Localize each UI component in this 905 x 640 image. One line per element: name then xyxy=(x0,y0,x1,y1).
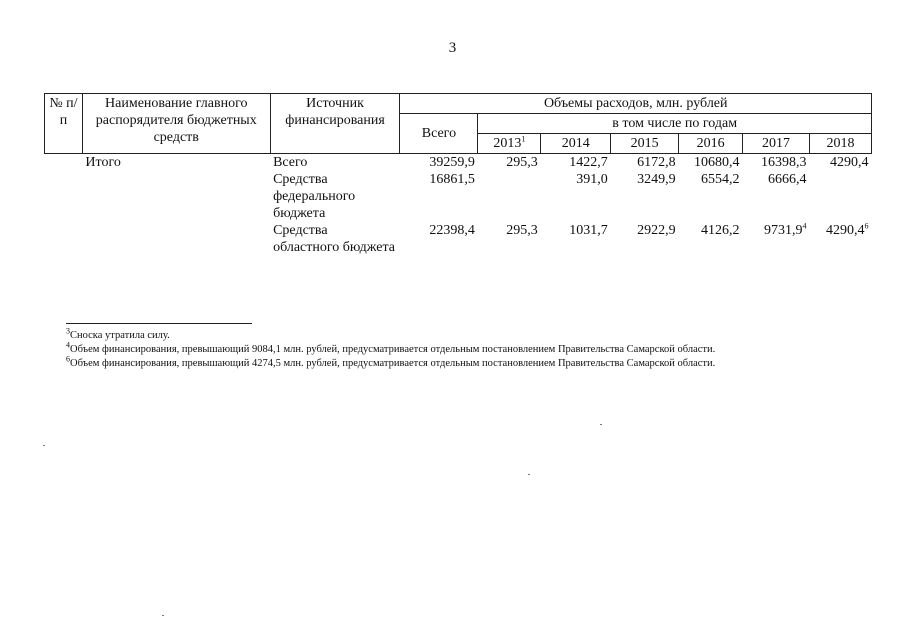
row-total: 16861,5 xyxy=(429,172,475,187)
header-source: Источник финансирования xyxy=(270,94,400,154)
footnote-mark: 6 xyxy=(66,354,70,364)
row-value-2013 xyxy=(478,171,541,222)
row-value-2018: 4290,4 xyxy=(830,155,869,170)
header-year-2016: 2016 xyxy=(679,134,743,154)
row-name xyxy=(82,222,270,256)
table-row xyxy=(45,171,872,222)
footnote-ref-6: 6 xyxy=(864,221,869,231)
row-value-2013: 295,3 xyxy=(506,155,538,170)
footnotes xyxy=(66,326,716,371)
row-name xyxy=(82,171,270,222)
header-row-1 xyxy=(45,94,872,114)
header-volumes: Объемы расходов, млн. рублей xyxy=(400,94,872,114)
footnote-text: Сноска утратила силу. xyxy=(70,330,170,341)
footnote-text: Объем финансирования, превышающий 4274,5 млн. рублей, предусматривается отдельным постановлением Правительства Самарской области. xyxy=(70,358,716,369)
footnote-4 xyxy=(66,340,716,357)
row-name: Итого xyxy=(85,155,121,170)
row-value-2015: 3249,9 xyxy=(637,172,676,187)
row-value-2014: 1422,7 xyxy=(569,155,608,170)
row-value-2016: 6554,2 xyxy=(701,172,740,187)
header-year-2017: 2017 xyxy=(743,134,810,154)
scan-speck xyxy=(43,445,45,446)
footnote-separator xyxy=(66,323,252,324)
row-value-2018: 4290,4$^6$ xyxy=(826,221,869,238)
header-no: № п/п xyxy=(45,94,83,154)
budget-table xyxy=(44,93,872,256)
page-number: 3 xyxy=(448,40,457,56)
footnote-mark: 4 xyxy=(66,340,70,350)
footnote-mark: 3 xyxy=(66,326,70,336)
row-value-2013: 295,3 xyxy=(506,223,538,238)
row-value-2016: 10680,4 xyxy=(694,155,740,170)
header-year-2018: 2018 xyxy=(809,134,871,154)
header-year-2014: 2014 xyxy=(541,134,611,154)
footnote-text: Объем финансирования, превышающий 9084,1 млн. рублей, предусматривается отдельным постановлением Правительства Самарской области. xyxy=(70,344,716,355)
row-value-2017: 6666,4 xyxy=(767,172,807,187)
row-source: Средства областного бюджета xyxy=(273,223,395,255)
table-row xyxy=(45,222,872,256)
row-value-2014: 1031,7 xyxy=(569,223,608,238)
row-value-2018 xyxy=(809,171,871,222)
row-source: Средства федерального бюджета xyxy=(273,172,356,221)
row-value-2017: 16398,3 xyxy=(760,155,807,170)
header-year-2015: 2015 xyxy=(611,134,679,154)
footnote-ref-1: 1 xyxy=(521,134,526,144)
row-value-2014: 391,0 xyxy=(576,172,608,187)
header-name: Наименование главного распорядителя бюджетных средств xyxy=(82,94,270,154)
row-value-2015: 6172,8 xyxy=(637,155,676,170)
table-row xyxy=(45,154,872,172)
header-by-years: в том числе по годам xyxy=(478,114,872,134)
row-total: 22398,4 xyxy=(429,223,475,238)
footnote-3 xyxy=(66,326,715,343)
header-total: Всего xyxy=(400,114,478,154)
row-value-2016: 4126,2 xyxy=(701,223,740,238)
header-year-2013: 2013$^1$ xyxy=(478,134,541,154)
row-total: 39259,9 xyxy=(429,155,475,170)
row-value-2015: 2922,9 xyxy=(637,223,676,238)
scan-speck xyxy=(162,615,164,616)
scan-speck xyxy=(600,424,602,425)
scan-speck xyxy=(528,474,530,475)
row-value-2017: 9731,9$^4$ xyxy=(763,221,807,238)
row-source: Всего xyxy=(273,155,308,170)
footnote-ref-4: 4 xyxy=(802,221,807,231)
footnote-6 xyxy=(66,354,716,371)
